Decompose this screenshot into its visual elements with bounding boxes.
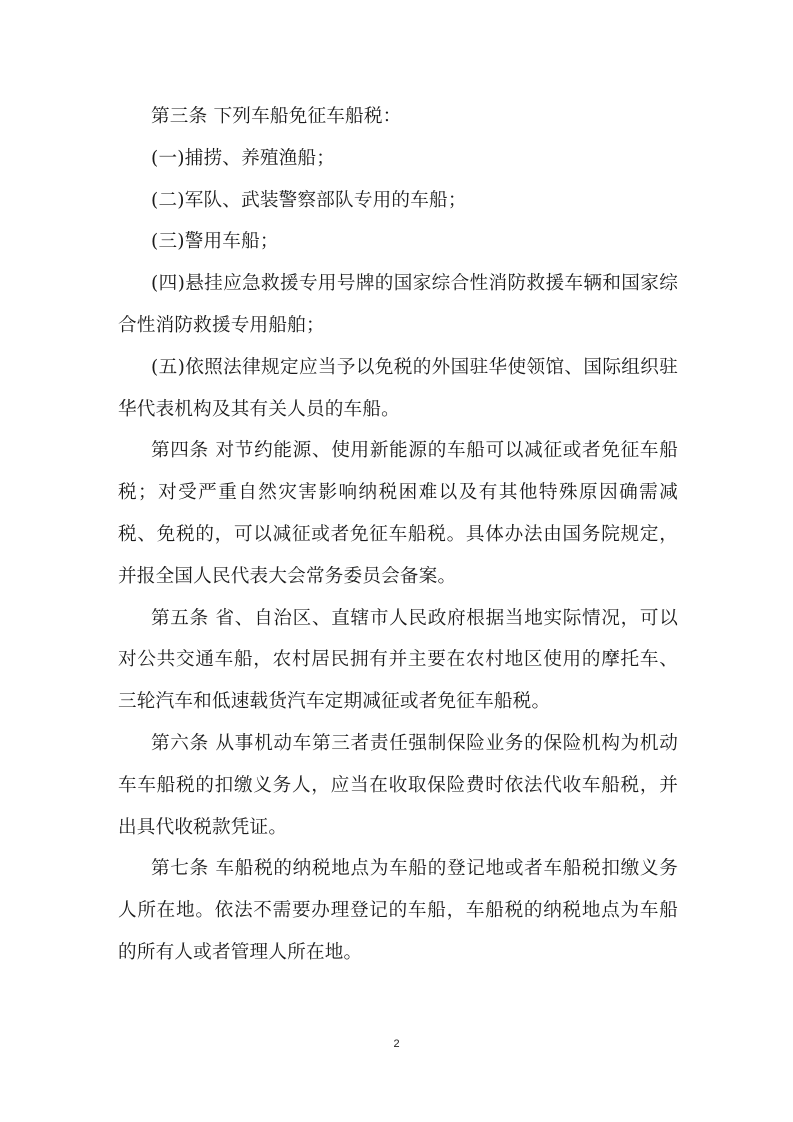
paragraph-article-6: 第六条 从事机动车第三者责任强制保险业务的保险机构为机动车车船税的扣缴义务人，应当在收取保险费时依法代收车船税，并出具代收税款凭证。 <box>118 732 678 838</box>
paragraph-item-3: (三)警用车船； <box>151 231 279 253</box>
page-number: 2 <box>393 1038 400 1050</box>
paragraph-item-4: (四)悬挂应急救援专用号牌的国家综合性消防救援车辆和国家综合性消防救援专用船舶； <box>118 273 678 336</box>
paragraph-article-7: 第七条 车船税的纳税地点为车船的登记地或者车船税扣缴义务人所在地。依法不需要办理登记的车船，车船税的纳税地点为车船的所有人或者管理人所在地。 <box>118 858 678 963</box>
paragraph-item-2: (二)军队、武装警察部队专用的车船； <box>151 189 467 211</box>
document-body <box>118 96 678 974</box>
paragraph-article-4: 第四条 对节约能源、使用新能源的车船可以减征或者免征车船税；对受严重自然灾害影响纳税困难以及有其他特殊原因确需减税、免税的，可以减征或者免征车船税。具体办法由国务院规定，并报全国人民代表大会常务委员会备案。 <box>118 440 678 587</box>
paragraph-item-1: (一)捕捞、养殖渔船； <box>151 147 336 169</box>
paragraph-article-5: 第五条 省、自治区、直辖市人民政府根据当地实际情况，可以对公共交通车船，农村居民拥有并主要在农村地区使用的摩托车、三轮汽车和低速载货汽车定期减征或者免征车船税。 <box>118 607 678 713</box>
paragraph-item-5: (五)依照法律规定应当予以免税的外国驻华使领馆、国际组织驻华代表机构及其有关人员的车船。 <box>118 356 678 420</box>
paragraph-article-3: 第三条 下列车船免征车船税： <box>151 106 402 127</box>
